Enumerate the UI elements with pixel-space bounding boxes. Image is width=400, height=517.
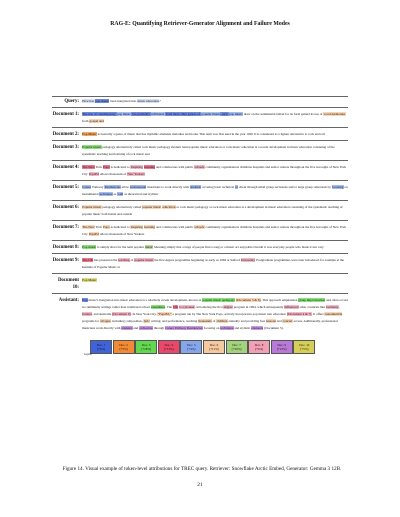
token: . It offers <box>311 312 325 316</box>
token: annually and providing free <box>227 319 266 323</box>
legend-item <box>271 340 293 354</box>
token: teaching <box>118 258 130 262</box>
document-rule <box>52 273 348 274</box>
token: Residencies <box>104 185 121 189</box>
token: (Document 3 & 6) <box>236 298 261 302</box>
document-rule <box>52 220 348 221</box>
legend-item-name: Doc. 1 <box>96 343 106 347</box>
token: is dedicated to <box>109 225 131 229</box>
token: Pathway <box>91 185 105 189</box>
token: York <box>94 225 103 229</box>
legend-item-value: (+11%) <box>209 347 219 351</box>
token: allow <box>120 185 130 189</box>
token: is basically a genre of music that has rhythmic elements melodies and hooks This term was first used in the year 1926 It is considered as a lighter alternative to rock and roll <box>96 132 325 136</box>
document-rule <box>52 253 348 254</box>
token: ? <box>159 99 161 103</box>
token: influenced <box>284 305 299 309</box>
document-label: Document 3: <box>52 145 79 150</box>
document-text <box>82 224 348 238</box>
token: . This approach emphasizes <box>260 298 298 302</box>
token: or <box>235 185 238 189</box>
token: customizable <box>324 312 343 316</box>
token: The New <box>82 225 95 229</box>
token: of <box>129 258 135 262</box>
token: . The <box>165 305 173 309</box>
document-label: Document 10: <box>57 278 79 290</box>
token: Pop music <box>82 245 97 249</box>
token: technique <box>220 326 234 330</box>
token: allows thousands of <box>99 172 128 176</box>
token: community organizations childrens hospitals and senior centers throughout the five boroughs of New York City <box>82 165 347 176</box>
legend-title: Legend <box>84 353 92 356</box>
document-row <box>52 164 348 178</box>
document-row <box>52 204 348 218</box>
token: Inspiring <box>130 165 143 169</box>
top-rule <box>52 96 348 97</box>
token: other countries like <box>298 305 326 309</box>
token: , and Australia <box>91 312 112 316</box>
token: thousands <box>198 319 212 323</box>
token: been integrated into <box>109 99 138 103</box>
token: , introducing the first <box>194 305 224 309</box>
token: Pops <box>103 165 110 169</box>
token: program in 1994, which subsequently <box>232 305 285 309</box>
legend <box>82 336 348 358</box>
token: all ages <box>100 319 111 323</box>
document-row <box>52 244 348 251</box>
legend-item-value: (+13%) <box>163 347 174 351</box>
token: Postgraduate programmes were later introduced for example at the Institute of Popular Music at <box>82 258 344 269</box>
token: is a pioneer <box>179 305 195 309</box>
token: the first degree programme beginning as early as 1994 at Salford <box>153 258 241 262</box>
token: from <box>82 119 90 123</box>
token: learning <box>144 225 155 229</box>
token: (Document 4 & 7) <box>286 312 312 316</box>
token: programs for <box>82 319 100 323</box>
token: covering basic technical <box>201 185 235 189</box>
token: music education <box>137 99 159 103</box>
token: Pop Music <box>82 132 97 136</box>
token: drew on the sentimental ballad for its form gained its use of <box>243 112 324 116</box>
attribution-figure <box>52 96 348 358</box>
token: schools <box>194 225 205 229</box>
figure-caption: Figure 14. Visual example of token-level attributions for TREC query. Retriever: Snowflake Arctic Embed, Generator: Gemma 3 12B. <box>62 466 342 472</box>
token: pop music <box>95 99 110 103</box>
token: group improvisation <box>298 298 326 302</box>
token: has pioneered the <box>93 258 119 262</box>
answer-label: Assistant: <box>58 298 79 303</box>
token: University <box>241 258 255 262</box>
token: music <box>145 245 153 249</box>
document-text <box>82 164 348 178</box>
token: music's integration into music education is a relatively recent development, known as <box>87 298 203 302</box>
document-label: Document 1: <box>52 112 79 117</box>
document-row <box>52 257 348 271</box>
token: UK <box>173 305 178 309</box>
document-label: Document 5: <box>52 185 79 190</box>
token: community organizations childrens hospitals and senior centers throughout the five boroughs of New York City <box>82 225 347 236</box>
token: New Yorkers <box>127 172 145 176</box>
legend-item <box>135 340 157 354</box>
token: York <box>94 165 103 169</box>
legend-item <box>248 340 270 354</box>
document-text <box>82 257 348 271</box>
token: on instrumental <box>82 185 348 196</box>
token: PopsEd <box>88 232 99 236</box>
token: and often occurs in community settings rather than traditional school <box>82 298 349 309</box>
token: pedagogy alternatively called rock music pedagogy modern band popular music education or rock music education is a recent development in music education consisting of the systematic teaching and learning of rock music and <box>82 145 335 156</box>
token: PopsEd <box>88 172 99 176</box>
token: or rock music pedagogy or rock music education is a development in music education consisting of the systematic teaching of popular music both inside and outside <box>82 205 343 216</box>
token: The UK <box>82 258 94 262</box>
token: lyric <box>143 319 150 323</box>
token: learning <box>144 165 155 169</box>
legend-item-value: (+13%) <box>276 347 287 351</box>
token: pedagogy alternatively called <box>101 205 143 209</box>
token: Pop Music <box>82 278 97 282</box>
token: "PopsEd," <box>157 312 172 316</box>
documents-list <box>52 111 348 291</box>
token: as <box>112 192 118 196</box>
document-text <box>82 244 348 251</box>
document-text <box>82 184 348 198</box>
token: musicians to work directly with <box>146 185 190 189</box>
document-row <box>52 111 348 125</box>
token: , <box>338 305 340 309</box>
legend-item-name: Doc. 9 <box>277 343 286 347</box>
document-text <box>82 277 348 284</box>
token: client through small group sectionals and/or large group rehearsals by <box>238 185 332 189</box>
legend-item <box>113 340 135 354</box>
document-label: Document 6: <box>52 205 79 210</box>
answer-row <box>52 297 348 332</box>
token: through <box>153 326 165 330</box>
token: Career Pathway Residencies <box>165 326 203 330</box>
token: popular music <box>134 258 154 262</box>
document-text <box>82 144 348 158</box>
token: concert <box>282 319 293 323</box>
token: technique <box>99 192 113 196</box>
token: and collaborates with public <box>155 225 195 229</box>
document-label: Document 4: <box>52 165 79 170</box>
token: Pop <box>82 298 88 302</box>
document-row <box>52 131 348 138</box>
token: , including composition, <box>110 319 144 323</box>
token: pop music <box>229 112 243 116</box>
token: from most other genres of <box>164 112 201 116</box>
query-text <box>82 98 348 105</box>
document-row <box>52 144 348 158</box>
token: elements <box>251 326 264 330</box>
document-label: Document 7: <box>52 225 79 230</box>
document-rule <box>52 200 348 201</box>
token: well <box>117 192 124 196</box>
token: writing, and performance, reaching <box>150 319 199 323</box>
token: lessons <box>266 319 276 323</box>
legend-item <box>158 340 180 354</box>
token: ensembles <box>151 305 165 309</box>
legend-item-value: (+5%) <box>119 347 128 351</box>
token: Career <box>82 185 92 189</box>
document-text <box>82 204 348 218</box>
legend-item-name: Doc. 5 <box>187 343 196 347</box>
legend-item <box>203 340 225 354</box>
token: (Document 9) <box>112 312 131 316</box>
token: a program run by The New York Pops, actively incorporates pop music into education <box>171 312 287 316</box>
answer-rule <box>52 293 348 294</box>
token: has gradually <box>131 112 151 116</box>
token: (Document 5). <box>263 326 284 330</box>
token: such <box>220 112 229 116</box>
query-rule <box>52 107 348 108</box>
token: popular music pedagogy <box>202 298 235 302</box>
token: Popular music <box>82 205 102 209</box>
query-label: Query: <box>64 99 79 104</box>
legend-items <box>90 340 316 354</box>
legend-item-name: Doc. 3 <box>141 343 151 347</box>
document-text <box>82 131 348 138</box>
document-rule <box>52 140 348 141</box>
token: pop music <box>117 112 131 116</box>
legend-item-value: (+5%) <box>300 347 309 351</box>
legend-item <box>180 340 202 354</box>
token: degree <box>223 305 233 309</box>
document-row <box>52 277 348 291</box>
token: Inspiring <box>130 225 143 229</box>
token: Germany <box>326 305 339 309</box>
token: vocal harmonies <box>323 112 346 116</box>
token: focusing on <box>203 326 221 330</box>
document-label: Document 2: <box>52 132 79 137</box>
token: popular music <box>201 112 221 116</box>
token: as theoretical and stylistic <box>123 192 159 196</box>
token: and <box>276 319 283 323</box>
token: schools <box>194 165 205 169</box>
token: students <box>121 326 133 330</box>
token: students <box>190 185 201 189</box>
legend-item-value: (+18%) <box>141 347 152 351</box>
token: education <box>162 205 176 209</box>
legend-item-name: Doc. 8 <box>254 343 264 347</box>
legend-item-name: Doc. 10 <box>299 343 310 347</box>
token: Meaning simply that a large of people find a song or a music act enjoyable Overall it was everyday people who made it star very <box>153 245 324 249</box>
token: and collaborates with public <box>155 165 195 169</box>
document-rule <box>52 180 348 181</box>
legend-item <box>226 340 248 354</box>
token: The New <box>82 165 95 169</box>
token: popular music <box>142 205 162 209</box>
token: infiltrated <box>151 112 165 116</box>
legend-item <box>293 340 315 354</box>
token: is dedicated to <box>109 165 131 169</box>
token: gospel and <box>89 119 104 123</box>
document-row <box>52 184 348 198</box>
legend-item-value: (+6%) <box>96 347 106 351</box>
legend-item-value: (+4%) <box>255 347 264 351</box>
legend-item-value: (+4%) <box>187 347 196 351</box>
token: Ireland <box>82 312 92 316</box>
document-rule <box>52 240 348 241</box>
token: focusing <box>332 185 344 189</box>
token: professional <box>130 185 147 189</box>
legend-item <box>90 340 112 354</box>
page-number: 21 <box>197 482 203 488</box>
running-title: RAG-E: Quantifying Retriever-Generator Alignment and Failure Modes <box>110 21 290 27</box>
token: Pops <box>103 225 110 229</box>
answer-text <box>82 297 348 332</box>
token: and <box>132 326 140 330</box>
token: children <box>216 319 228 323</box>
token: access. Additionally, professional musicians work directly with <box>82 319 338 330</box>
document-row <box>52 224 348 238</box>
legend-item-name: Doc. 2 <box>119 343 128 347</box>
legend-item-name: Doc. 4 <box>164 343 174 347</box>
query-row <box>52 98 348 105</box>
document-text <box>82 111 348 125</box>
document-label: Document 8: <box>52 245 79 250</box>
document-rule <box>52 127 348 128</box>
legend-item-name: Doc. 6 <box>209 343 219 347</box>
token: . In New York City, <box>130 312 158 316</box>
token: How has <box>82 99 95 103</box>
token: allows thousands of New Yorkers <box>99 232 145 236</box>
token: orchestras <box>139 326 153 330</box>
legend-item-value: (+20%) <box>231 347 242 351</box>
legend-item-name: Doc. 7 <box>232 343 241 347</box>
token: The rise of contemporary <box>82 112 117 116</box>
token: of <box>211 319 217 323</box>
token: and stylistic <box>233 326 252 330</box>
token: Popular music <box>82 145 102 149</box>
document-label: Document 9: <box>52 258 79 263</box>
token: is simply short for the term popular <box>96 245 145 249</box>
document-rule <box>52 160 348 161</box>
